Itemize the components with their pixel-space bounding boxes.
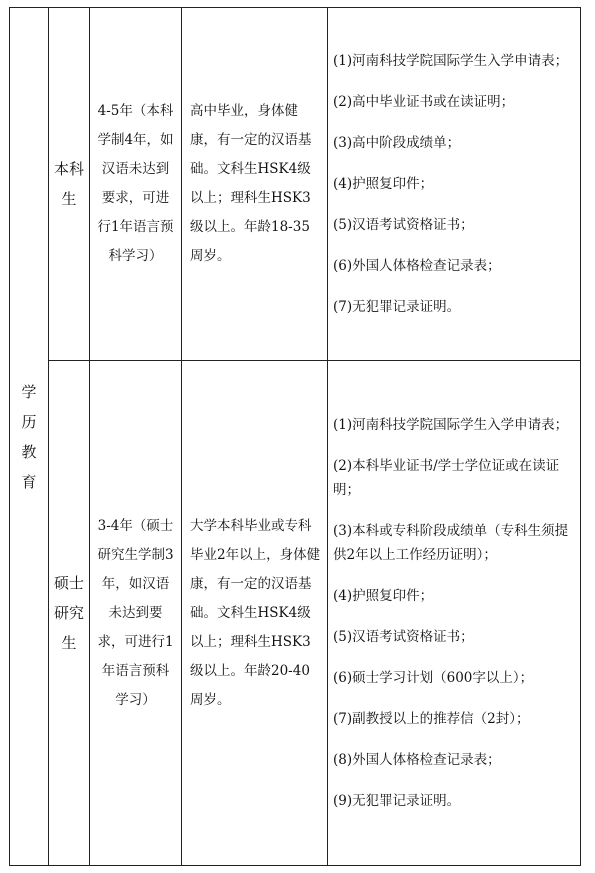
document-item: (1)河南科技学院国际学生入学申请表；	[333, 417, 569, 433]
table-row-undergraduate	[10, 8, 581, 361]
duration-text-undergraduate: 4-5年（本科学制4年，如汉语未达到要求，可进行1年语言预科学习）	[97, 103, 174, 264]
documents-cell-master	[328, 361, 581, 866]
level-label-undergraduate: 本科生	[53, 160, 84, 208]
document-item: (1)河南科技学院国际学生入学申请表；	[333, 53, 569, 69]
document-item: (8)外国人体格检查记录表；	[333, 752, 501, 768]
document-item: (7)无犯罪记录证明。	[333, 299, 461, 315]
table-row-master	[10, 361, 581, 866]
requirements-text-undergraduate: 高中毕业，身体健康，有一定的汉语基础。文科生HSK4级以上；理科生HSK3级以上。年龄18-35周岁。	[190, 103, 312, 264]
level-cell-master	[49, 361, 90, 866]
document-item: (6)外国人体格检查记录表；	[333, 258, 501, 274]
duration-text-master: 3-4年（硕士研究生学制3年，如汉语未达到要求，可进行1年语言预科学习）	[97, 517, 174, 708]
category-label: 学历教育	[21, 382, 37, 491]
document-item: (9)无犯罪记录证明。	[333, 793, 461, 809]
document-item: (2)高中毕业证书或在读证明；	[333, 94, 515, 110]
document-item: (2)本科毕业证书/学士学位证或在读证明；	[333, 458, 560, 498]
level-cell-undergraduate	[49, 8, 90, 361]
document-item: (4)护照复印件；	[333, 176, 434, 192]
document-item: (6)硕士学习计划（600字以上）；	[333, 670, 534, 686]
document-item: (5)汉语考试资格证书；	[333, 629, 474, 645]
document-item: (3)高中阶段成绩单；	[333, 135, 461, 151]
admission-table-wrapper	[9, 7, 581, 866]
document-item: (3)本科或专科阶段成绩单（专科生须提供2年以上工作经历证明）；	[333, 523, 569, 563]
admission-requirements-table	[9, 7, 581, 866]
document-item: (7)副教授以上的推荐信（2封）；	[333, 711, 530, 727]
documents-cell-undergraduate	[328, 8, 581, 361]
document-item: (5)汉语考试资格证书；	[333, 217, 474, 233]
document-item: (4)护照复印件；	[333, 588, 434, 604]
requirements-cell-master	[182, 361, 328, 866]
category-cell	[10, 8, 49, 866]
level-label-master: 硕士研究生	[53, 574, 84, 652]
duration-cell-master	[90, 361, 182, 866]
requirements-cell-undergraduate	[182, 8, 328, 361]
duration-cell-undergraduate	[90, 8, 182, 361]
requirements-text-master: 大学本科毕业或专科毕业2年以上，身体健康，有一定的汉语基础。文科生HSK4级以上；理科生HSK3级以上。年龄20-40周岁。	[190, 517, 321, 708]
